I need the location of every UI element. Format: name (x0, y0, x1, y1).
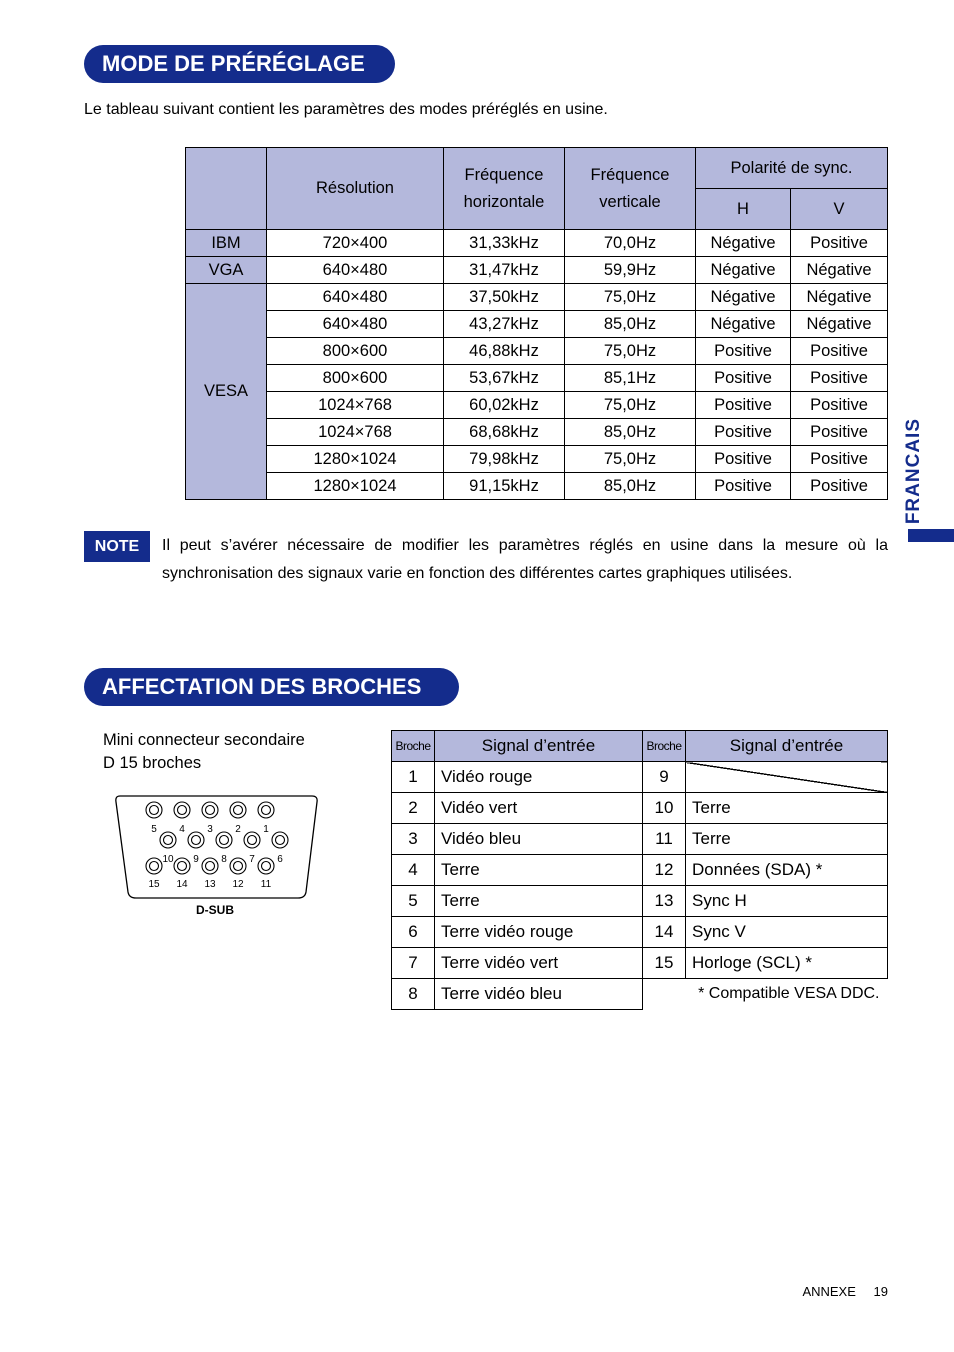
pin-circle (146, 858, 162, 874)
pin-assignment-table (391, 730, 888, 1010)
pin-number: 1 (392, 762, 435, 793)
pin-circle-inner (192, 836, 201, 845)
table-cell: 640×480 (267, 257, 444, 284)
pin-number-label: 1 (263, 824, 269, 835)
pin-number-label: 5 (151, 824, 157, 835)
table-row (392, 824, 888, 855)
table-cell: Positive (791, 230, 888, 257)
preset-modes-table (185, 147, 888, 500)
table-cell: 91,15kHz (444, 473, 565, 500)
table-cell: 75,0Hz (565, 392, 696, 419)
header-pol-v: V (791, 189, 888, 230)
header-pin-right: Broche (643, 731, 686, 762)
note-label: NOTE (84, 531, 150, 562)
pin-number: 11 (643, 824, 686, 855)
pin-number: 2 (392, 793, 435, 824)
header-pin-left: Broche (392, 731, 435, 762)
table-cell: Positive (696, 473, 791, 500)
table-cell: 1024×768 (267, 419, 444, 446)
connector-pin-labels (148, 824, 283, 890)
pin-circle-inner (276, 836, 285, 845)
pin-signal: Terre (686, 824, 888, 855)
table-row (392, 855, 888, 886)
header-resolution: Résolution (267, 148, 444, 230)
pin-signal: Horloge (SCL) * (686, 948, 888, 979)
table-cell: 85,0Hz (565, 311, 696, 338)
table-row (186, 338, 888, 365)
table-cell: Négative (696, 230, 791, 257)
table-cell: Positive (791, 392, 888, 419)
pin-number-label: 11 (260, 879, 272, 890)
pin-number-label: 14 (176, 879, 188, 890)
table-cell: 1024×768 (267, 392, 444, 419)
pin-number: 8 (392, 979, 435, 1010)
table-cell: 1280×1024 (267, 446, 444, 473)
mode-group-label: VGA (186, 257, 267, 284)
pin-signal: Sync H (686, 886, 888, 917)
table-cell: Négative (696, 284, 791, 311)
table-cell: 85,1Hz (565, 365, 696, 392)
header-signal-right: Signal d’entrée (686, 731, 888, 762)
table-cell: Négative (791, 284, 888, 311)
header-signal-left: Signal d’entrée (435, 731, 643, 762)
pin-signal: Terre vidéo bleu (435, 979, 643, 1010)
pin-circle (216, 832, 232, 848)
pin-circle-inner (234, 862, 243, 871)
dsub-connector-diagram (112, 790, 322, 925)
table-cell: 31,33kHz (444, 230, 565, 257)
pin-number: 3 (392, 824, 435, 855)
table-row (186, 257, 888, 284)
pin-circle (258, 858, 274, 874)
pin-circle-inner (234, 806, 243, 815)
header-pol-h: H (696, 189, 791, 230)
table-cell: Négative (696, 311, 791, 338)
pin-signal: Vidéo bleu (435, 824, 643, 855)
table-row (186, 230, 888, 257)
table-row (186, 392, 888, 419)
pin-signal: Terre vidéo rouge (435, 917, 643, 948)
table-cell: 75,0Hz (565, 446, 696, 473)
table-cell: 85,0Hz (565, 473, 696, 500)
pin-signal: Terre (435, 886, 643, 917)
pin-number: 9 (643, 762, 686, 793)
section-title-preset-modes: MODE DE PRÉRÉGLAGE (84, 45, 395, 83)
mode-group-label: VESA (186, 284, 267, 500)
pin-number: 7 (392, 948, 435, 979)
table-cell: Positive (696, 446, 791, 473)
pin-circle-inner (248, 836, 257, 845)
pin-circle-inner (164, 836, 173, 845)
table-cell: 79,98kHz (444, 446, 565, 473)
pin-circle-inner (206, 862, 215, 871)
table-cell: 800×600 (267, 338, 444, 365)
pin-circle (258, 802, 274, 818)
table-cell: 1280×1024 (267, 473, 444, 500)
pin-number-label: 2 (235, 824, 241, 835)
pin-signal: Sync V (686, 917, 888, 948)
table-row (186, 419, 888, 446)
connector-caption: Mini connecteur secondaire D 15 broches (103, 731, 305, 772)
pin-number-label: 3 (207, 824, 213, 835)
pin-circle (174, 858, 190, 874)
table-row (392, 917, 888, 948)
table-row (392, 886, 888, 917)
pin-circle-inner (178, 862, 187, 871)
pin-circle (160, 832, 176, 848)
pin-number: 4 (392, 855, 435, 886)
page-number: 19 (873, 1284, 888, 1299)
table-row (392, 948, 888, 979)
table-row (392, 762, 888, 793)
pin-number-label: 8 (221, 854, 227, 865)
pin-number: 5 (392, 886, 435, 917)
table-cell: 720×400 (267, 230, 444, 257)
pin-signal: Données (SDA) * (686, 855, 888, 886)
header-blank (186, 148, 267, 230)
pin-number: 14 (643, 917, 686, 948)
pin-number: 6 (392, 917, 435, 948)
pin-number: 12 (643, 855, 686, 886)
table-cell: Négative (696, 257, 791, 284)
intro-text: Le tableau suivant contient les paramètres des modes préréglés en usine. (84, 101, 608, 118)
header-freq-v: Fréquence verticale (565, 148, 696, 230)
table-cell: Positive (791, 419, 888, 446)
pin-circle-inner (206, 806, 215, 815)
pin-circle-inner (262, 862, 271, 871)
mode-group-label: IBM (186, 230, 267, 257)
language-tab-bar (908, 529, 954, 542)
header-freq-h: Fréquence horizontale (444, 148, 565, 230)
table-cell: Positive (791, 338, 888, 365)
pin-circle (174, 802, 190, 818)
pin-signal: Terre vidéo vert (435, 948, 643, 979)
table-row (186, 473, 888, 500)
pin-number-label: 4 (179, 824, 185, 835)
table-row (186, 446, 888, 473)
pin-number-label: 9 (193, 854, 199, 865)
table-cell: Positive (696, 419, 791, 446)
table-cell: 640×480 (267, 284, 444, 311)
table-cell: Positive (696, 338, 791, 365)
pin-number-label: 15 (148, 879, 160, 890)
pin-number-label: 13 (204, 879, 216, 890)
pin-circle-inner (150, 862, 159, 871)
pin-signal: Vidéo rouge (435, 762, 643, 793)
pin-circle (188, 832, 204, 848)
table-cell: Positive (791, 473, 888, 500)
table-cell: 43,27kHz (444, 311, 565, 338)
pin-number: 15 (643, 948, 686, 979)
pin-signal: Terre (435, 855, 643, 886)
table-cell: 800×600 (267, 365, 444, 392)
language-tab: FRANCAIS (903, 418, 924, 525)
table-cell: 85,0Hz (565, 419, 696, 446)
pin-circle-inner (262, 806, 271, 815)
pin-table-body (392, 762, 888, 1010)
table-cell: Positive (696, 365, 791, 392)
pin-number-label: 7 (249, 854, 255, 865)
table-cell: 59,9Hz (565, 257, 696, 284)
table-row (392, 979, 888, 1010)
table-cell: Négative (791, 257, 888, 284)
pin-signal-unused (686, 762, 888, 793)
footer-label: ANNEXE (802, 1284, 856, 1299)
table-cell: 640×480 (267, 311, 444, 338)
section-title-pin-assignment: AFFECTATION DES BROCHES (84, 668, 459, 706)
table-cell: Négative (791, 311, 888, 338)
pin-circle (230, 858, 246, 874)
table-cell: 75,0Hz (565, 284, 696, 311)
pin-number-label: 10 (162, 854, 174, 865)
table-cell: Positive (696, 392, 791, 419)
table-cell: Positive (791, 365, 888, 392)
connector-label: D-SUB (196, 903, 234, 917)
pin-number: 10 (643, 793, 686, 824)
footnote: * Compatible VESA DDC. (698, 985, 880, 1003)
table-cell: 37,50kHz (444, 284, 565, 311)
pin-number-label: 12 (232, 879, 244, 890)
pin-circle (244, 832, 260, 848)
header-polarity: Polarité de sync. (696, 148, 888, 189)
table-cell: 68,68kHz (444, 419, 565, 446)
table-cell: Positive (791, 446, 888, 473)
table-cell: 70,0Hz (565, 230, 696, 257)
table-cell: 75,0Hz (565, 338, 696, 365)
table-cell: 31,47kHz (444, 257, 565, 284)
pin-circle-inner (178, 806, 187, 815)
pin-signal: Vidéo vert (435, 793, 643, 824)
table-row (186, 284, 888, 311)
pin-circle (230, 802, 246, 818)
table-cell: 53,67kHz (444, 365, 565, 392)
page-footer (788, 1284, 888, 1299)
pin-circle (202, 802, 218, 818)
pin-circle (202, 858, 218, 874)
pin-number-label: 6 (277, 854, 283, 865)
pin-signal: Terre (686, 793, 888, 824)
table-row (186, 365, 888, 392)
table-cell: 60,02kHz (444, 392, 565, 419)
table-cell: 46,88kHz (444, 338, 565, 365)
table-row (392, 793, 888, 824)
table-row (186, 311, 888, 338)
pin-circle-inner (150, 806, 159, 815)
note-text: Il peut s’avérer nécessaire de modifier les paramètres réglés en usine dans la mesure où la synchronisation des signaux varie en fonction des différentes cartes graphiques utilisées. (162, 537, 888, 582)
preset-table-body (186, 230, 888, 500)
pin-circle (146, 802, 162, 818)
pin-circle-inner (220, 836, 229, 845)
pin-circle (272, 832, 288, 848)
pin-number: 13 (643, 886, 686, 917)
